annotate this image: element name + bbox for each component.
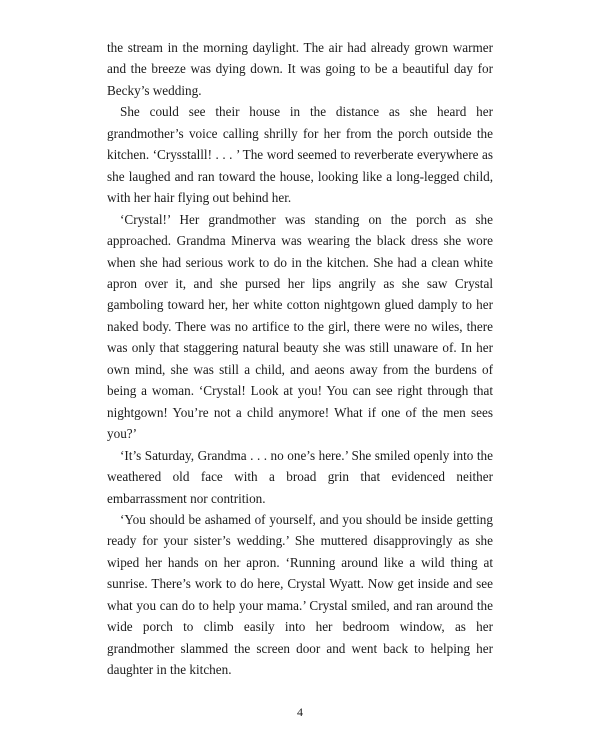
paragraph-5: ‘You should be ashamed of yourself, and you should be inside getting ready for your sister’s wedding.’ She muttered disapprovingly as she wiped her hands on her apron. ‘Running around like a wild thing at sunrise. There’s work to do here, Crystal Wyatt. Now get inside and see what you can do to help your mama.’ Crystal smiled, and ran around the wide porch to climb easily into her bedroom window, as her grandmother slammed the screen door and went back to helping her daughter in the kitchen. bbox=[107, 511, 493, 678]
paragraph-3: ‘Crystal!’ Her grandmother was standing on the porch as she approached. Grandma Minerva was wearing the black dress she wore when she had serious work to do in the kitchen. She had a clean white apron over it, and she pursed her lips angrily as she saw Crystal gamboling toward her, her white cotton nightgown glued damply to her naked body. There was no artifice to the girl, there were no wiles, there was only that staggering natural beauty she was still unaware of. In her own mind, she was still a child, and aeons away from the burdens of being a woman. ‘Crystal! Look at you! You can see right through that nightgown! You’re not a child anymore! What if one of the men sees you?’ bbox=[107, 211, 493, 442]
paragraph-1: the stream in the morning daylight. The air had already grown warmer and the breeze was dying down. It was going to be a beautiful day for Becky’s wedding. bbox=[107, 40, 493, 98]
paragraph-4: ‘It’s Saturday, Grandma . . . no one’s here.’ She smiled openly into the weathered old face with a broad grin that evidenced neither embarrassment nor contrition. bbox=[107, 447, 493, 506]
page-number: 4 bbox=[297, 705, 303, 719]
page-body bbox=[107, 37, 493, 681]
paragraph-2: She could see their house in the distance as she heard her grandmother’s voice calling shrilly for her from the porch outside the kitchen. ‘Crysstalll! . . . ’ The word seemed to reverberate everywhere as she laughed and ran toward the house, looking like a long-legged child, with her hair flying out behind her. bbox=[107, 104, 493, 206]
